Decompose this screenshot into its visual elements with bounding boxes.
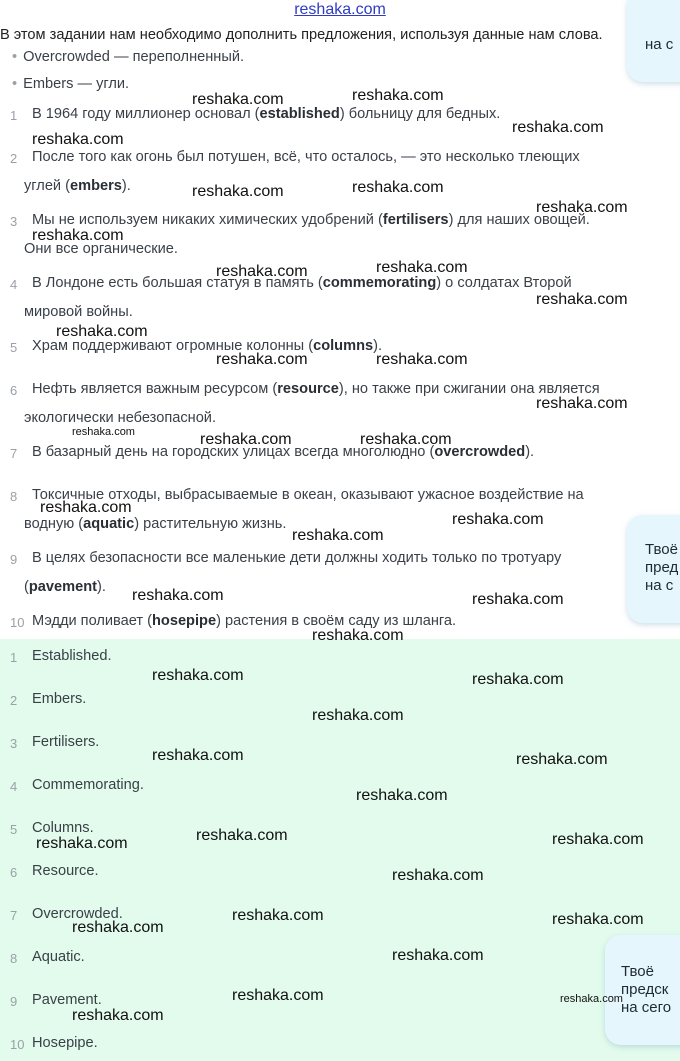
question-text-part: ) растительную жизнь. (134, 516, 287, 532)
watermark: reshaka.com (356, 787, 448, 804)
promo-line: на сего (621, 999, 672, 1016)
bullet-item (12, 76, 129, 92)
watermark: reshaka.com (516, 751, 608, 768)
watermark: reshaka.com (552, 831, 644, 848)
question-text-part: мировой войны. (24, 304, 133, 320)
question-text-part: В целях безопасности все маленькие дети должны ходить только по тротуару (32, 550, 562, 566)
watermark: reshaka.com (536, 395, 628, 412)
keyword: established (259, 106, 340, 122)
promo-line: Твоё (621, 963, 654, 980)
watermark: reshaka.com (232, 907, 324, 924)
watermark: reshaka.com (512, 119, 604, 136)
watermark: reshaka.com (152, 747, 244, 764)
promo-card-bottom[interactable] (605, 935, 680, 1045)
answer-text: Embers. (32, 691, 87, 707)
question-text (32, 212, 590, 228)
keyword: columns (313, 338, 374, 354)
watermark: reshaka.com (376, 351, 468, 368)
watermark: reshaka.com (552, 911, 644, 928)
intro-text: В этом задании нам необходимо дополнить предложения, используя данные нам слова. (0, 27, 603, 43)
watermark: reshaka.com (72, 919, 164, 936)
question-text-part: ) растения в своём саду из шланга. (216, 613, 457, 629)
watermark: reshaka.com (232, 987, 324, 1004)
bullet-item (12, 49, 244, 65)
answer-text: Pavement. (32, 992, 102, 1008)
promo-line: на с (645, 36, 674, 53)
watermark: reshaka.com (196, 827, 288, 844)
question-text-part: Мы не используем никаких химических удобрений ( (32, 212, 383, 228)
watermark: reshaka.com (72, 426, 135, 438)
question-number: 7 (10, 446, 18, 461)
question-text-part: углей ( (24, 178, 70, 194)
question-number: 1 (10, 108, 18, 123)
promo-line: предск (621, 981, 669, 998)
watermark: reshaka.com (392, 947, 484, 964)
question-text (32, 381, 600, 397)
promo-card-top[interactable] (627, 0, 680, 82)
question-number: 6 (10, 383, 18, 398)
question-number: 5 (10, 340, 18, 355)
question-text-part: ) больницу для бедных. (339, 106, 501, 122)
watermark: reshaka.com (312, 627, 404, 644)
question-text-part: В базарный день на городских улицах всегда многолюдно ( (32, 444, 435, 460)
watermark: reshaka.com (452, 511, 544, 528)
watermark: reshaka.com (192, 183, 284, 200)
answer-number: 5 (10, 822, 18, 837)
promo-line: на с (645, 577, 674, 594)
question-text-part: ). (121, 178, 131, 194)
watermark: reshaka.com (132, 587, 224, 604)
watermark: reshaka.com (40, 499, 132, 516)
question-text-part: ). (97, 579, 106, 595)
watermark: reshaka.com (32, 227, 124, 244)
keyword: pavement (28, 579, 98, 595)
watermark: reshaka.com (192, 91, 284, 108)
watermark: reshaka.com (472, 591, 564, 608)
question-text-part: Нефть является важным ресурсом ( (32, 381, 278, 397)
answer-text: Hosepipe. (32, 1035, 98, 1051)
answer-number: 1 (10, 650, 18, 665)
question-text (32, 550, 561, 566)
question-text-part: Они все органические. (24, 241, 178, 257)
answer-number: 4 (10, 779, 18, 794)
question-text-part: В Лондоне есть большая статуя в память ( (32, 275, 323, 291)
bullet-text: Embers — угли. (23, 76, 130, 92)
question-text-part: ). (525, 444, 535, 460)
keyword: commemorating (322, 275, 437, 291)
answer-text: Commemorating. (32, 777, 144, 793)
answer-text: Aquatic. (32, 949, 85, 965)
watermark: reshaka.com (352, 87, 444, 104)
answer-number: 6 (10, 865, 18, 880)
question-number: 2 (10, 151, 18, 166)
question-number: 3 (10, 214, 18, 229)
watermark: reshaka.com (392, 867, 484, 884)
watermark: reshaka.com (200, 431, 292, 448)
answer-number: 3 (10, 736, 18, 751)
answer-text: Fertilisers. (32, 734, 100, 750)
bullet-text: Overcrowded — переполненный. (23, 49, 245, 65)
watermark: reshaka.com (216, 263, 308, 280)
watermark: reshaka.com (216, 351, 308, 368)
keyword: aquatic (83, 516, 135, 532)
keyword: resource (277, 381, 339, 397)
site-link[interactable]: reshaka.com (294, 1, 386, 18)
question-text-part: водную ( (24, 516, 84, 532)
bullet-dot: • (12, 76, 18, 92)
watermark: reshaka.com (56, 323, 148, 340)
answer-number: 10 (10, 1037, 25, 1052)
question-number: 9 (10, 552, 18, 567)
answer-text: Established. (32, 648, 112, 664)
question-number: 8 (10, 489, 18, 504)
watermark: reshaka.com (72, 1007, 164, 1024)
question-text-part: ) для наших овощей. (448, 212, 590, 228)
question-text-part: Мэдди поливает ( (32, 613, 152, 629)
watermark: reshaka.com (536, 199, 628, 216)
watermark: reshaka.com (36, 835, 128, 852)
question-text-part: В 1964 году миллионер основал ( (32, 106, 260, 122)
question-text-part: ( (24, 579, 29, 595)
watermark: reshaka.com (560, 993, 623, 1005)
watermark: reshaka.com (376, 259, 468, 276)
watermark: reshaka.com (312, 707, 404, 724)
keyword: embers (70, 178, 122, 194)
watermark: reshaka.com (152, 667, 244, 684)
question-text-part: экологически небезопасной. (24, 410, 217, 426)
question-number: 4 (10, 277, 18, 292)
question-text-part: Храм поддерживают огромные колонны ( (32, 338, 314, 354)
watermark: reshaka.com (536, 291, 628, 308)
question-text-part: ), но также при сжигании она является (338, 381, 600, 397)
question-text (24, 304, 133, 320)
promo-line: пред (645, 559, 679, 576)
promo-card-middle[interactable] (627, 515, 680, 623)
promo-line: Твоё (645, 541, 678, 558)
answer-text: Overcrowded. (32, 906, 123, 922)
question-text-part: После того как огонь был потушен, всё, что осталось, — это несколько тлеющих (32, 149, 580, 165)
question-text-part: ) о солдатах Второй (436, 275, 572, 291)
keyword: hosepipe (152, 613, 217, 629)
watermark: reshaka.com (360, 431, 452, 448)
question-text (24, 410, 216, 426)
watermark: reshaka.com (472, 671, 564, 688)
question-text (24, 579, 106, 595)
question-number: 10 (10, 615, 25, 630)
question-text (24, 178, 131, 194)
bullet-dot: • (12, 49, 18, 65)
keyword: overcrowded (434, 444, 526, 460)
answer-text: Columns. (32, 820, 94, 836)
answer-text: Resource. (32, 863, 99, 879)
keyword: fertilisers (382, 212, 449, 228)
question-text (24, 516, 286, 532)
question-text-part: ). (373, 338, 383, 354)
question-text-part: Токсичные отходы, выбрасываемые в океан, оказывают ужасное воздействие на (32, 487, 584, 503)
answer-number: 8 (10, 951, 18, 966)
answer-number: 9 (10, 994, 18, 1009)
watermark: reshaka.com (32, 131, 124, 148)
question-text (32, 149, 580, 165)
answer-number: 2 (10, 693, 18, 708)
watermark: reshaka.com (292, 527, 384, 544)
watermark: reshaka.com (352, 179, 444, 196)
answer-number: 7 (10, 908, 18, 923)
